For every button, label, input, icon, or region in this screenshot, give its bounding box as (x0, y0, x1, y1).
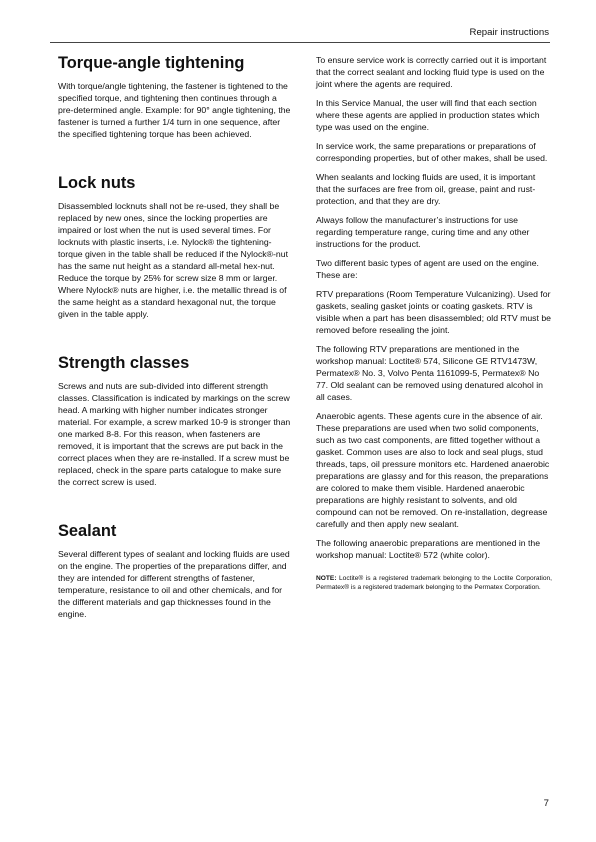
body-paragraph: When sealants and locking fluids are used, it is important that the surfaces are free from oil, grease, paint and rust-protection, and that they are dry. (316, 172, 536, 206)
section-heading-torque-angle: Torque-angle tightening (58, 54, 245, 72)
body-paragraph: The following anaerobic preparations are mentioned in the workshop manual: Loctite® 572 (white color). (316, 538, 541, 560)
section-heading-lock-nuts: Lock nuts (58, 174, 136, 192)
section-heading-strength-classes: Strength classes (58, 354, 190, 372)
lock-nuts-paragraph: Disassembled locknuts shall not be re-used, they shall be replaced by new ones, since the locking properties are impaired or lost when the nut is used several times. For locknuts with plastic inserts, i.e. Nylock® the tightening-torque given in the table shall be reduced if the Nylock®-nut has the same nut height as a standard all-metal hex-nut. Reduce the torque by 25% for screw size 8 mm or larger. Where Nylock® nuts are higher, i.e. the metallic thread is of the same height as a standard hexagonal nut, the torque given in the table apply. (58, 201, 288, 319)
body-paragraph: In this Service Manual, the user will find that each section where these agents are applied in production states which type was used on the engine. (316, 98, 540, 132)
strength-classes-paragraph: Screws and nuts are sub-divided into different strength classes. Classification is indicated by markings on the screw head. A marking with higher number indicates stronger material. For example, a screw marked 10-9 is stronger than one marked 8-8. For this reason, when fasteners are removed, it is important that the screws are put back in the correct places when they are re-installed. If a screw must be replaced, check in the spare parts catalogue to make sure the correct screw is used. (58, 381, 291, 487)
torque-angle-paragraph: With torque/angle tightening, the fastener is tightened to the specified torque, and tightening then continues through a pre-determined angle. Example: for 90° angle tightening, the fastener is turned a further 1/4 turn in one sequence, after the specified tightening torque has been achieved. (58, 81, 291, 139)
page-number: 7 (543, 798, 549, 809)
trademark-note (316, 575, 552, 593)
note-text: Loctite® is a registered trademark belonging to the Loctite Corporation, Permatex® is a registered trademark belonging to the Permatex Corporation. (316, 575, 552, 591)
right-column (316, 54, 552, 593)
sealant-paragraph: Several different types of sealant and locking fluids are used on the engine. The properties of the preparations differ, and they are intended for different strengths of fastener, temperature, resistance to oil and other chemicals, and for the different materials and gap thicknesses found in the engine. (58, 549, 290, 619)
body-paragraph: Anaerobic agents. These agents cure in the absence of air. These preparations are used when two solid components, such as two cast components, are fitted together without a gasket. Common uses are also to lock and seal plugs, stud threads, taps, oil pressure monitors etc. Hardened anaerobic preparations are glassy and for this reason, the preparations are colored to make them visible. Hardened anaerobic preparations are highly resistant to solvents, and old compound can not be removed. On re-installation, degrease carefully and then apply new sealant. (316, 411, 550, 529)
running-header: Repair instructions (469, 27, 549, 38)
left-column (58, 54, 294, 627)
header-divider (50, 42, 550, 43)
section-heading-sealant: Sealant (58, 522, 117, 540)
body-paragraph: Always follow the manufacturer’s instructions for use regarding temperature range, curing time and any other instructions for the product. (316, 215, 530, 249)
body-paragraph: In service work, the same preparations or preparations of corresponding properties, but of other makes, shall be used. (316, 141, 548, 163)
body-paragraph: To ensure service work is correctly carried out it is important that the correct sealant and locking fluid type is used on the joint where the agents are required. (316, 55, 547, 89)
body-paragraph: The following RTV preparations are mentioned in the workshop manual: Loctite® 574, Silicone GE RTV1473W, Permatex® No. 3, Volvo Penta 1161099-5, Permatex® No 77. Old sealant can be removed using denatured alcohol in all cases. (316, 344, 543, 402)
body-paragraph: RTV preparations (Room Temperature Vulcanizing). Used for gaskets, sealing gasket joints or coating gaskets. RTV is visible when a part has been disassembled; old RTV must be removed before resealing the joint. (316, 289, 552, 335)
body-paragraph: Two different basic types of agent are used on the engine. These are: (316, 258, 539, 280)
note-label: NOTE: (316, 575, 337, 582)
